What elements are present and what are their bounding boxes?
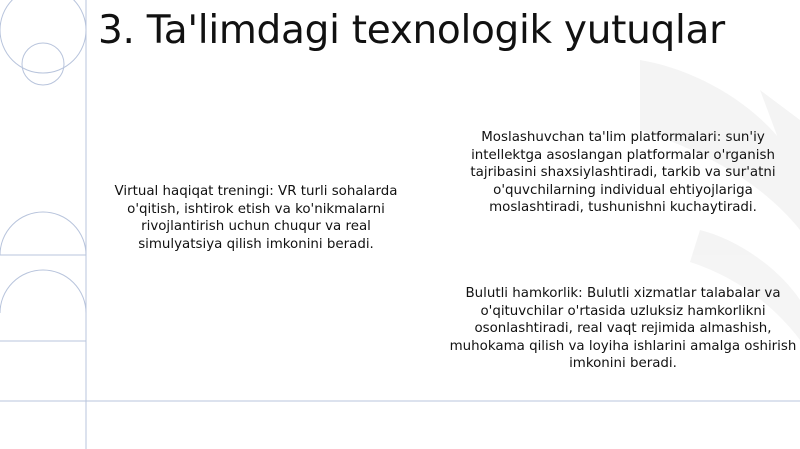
adaptive-learning-text: Moslashuvchan ta'lim platformalari: sun'iy intellektga asoslangan platformalar o'rganish tajribasini shaxsiylashtiradi, tarkib va sur'atni o'quvchilarning individual ehtiyojlariga moslashtiradi, tushunishni kuchaytiradi.	[470, 130, 776, 215]
mid-arch	[0, 212, 86, 255]
vr-training-text: Virtual haqiqat treningi: VR turli sohalarda o'qitish, ishtirok etish va ko'nikmalarni rivojlantirish uchun chuqur va real simulyatsiya qilish imkonini beradi.	[114, 184, 398, 252]
cloud-collaboration-text: Bulutli hamkorlik: Bulutli xizmatlar talabalar va o'qituvchilar o'rtasida uzluksiz hamkorlikni osonlashtiradi, real vaqt rejimida almashish, muhokama qilish va loyiha ishlarini amalga oshirish imkonini beradi.	[449, 286, 797, 371]
lower-arch	[0, 270, 86, 313]
slide-title: 3. Ta'limdagi texnologik yutuqlar	[98, 8, 725, 53]
top-large-circle	[0, 0, 86, 73]
top-small-circle	[22, 43, 64, 85]
